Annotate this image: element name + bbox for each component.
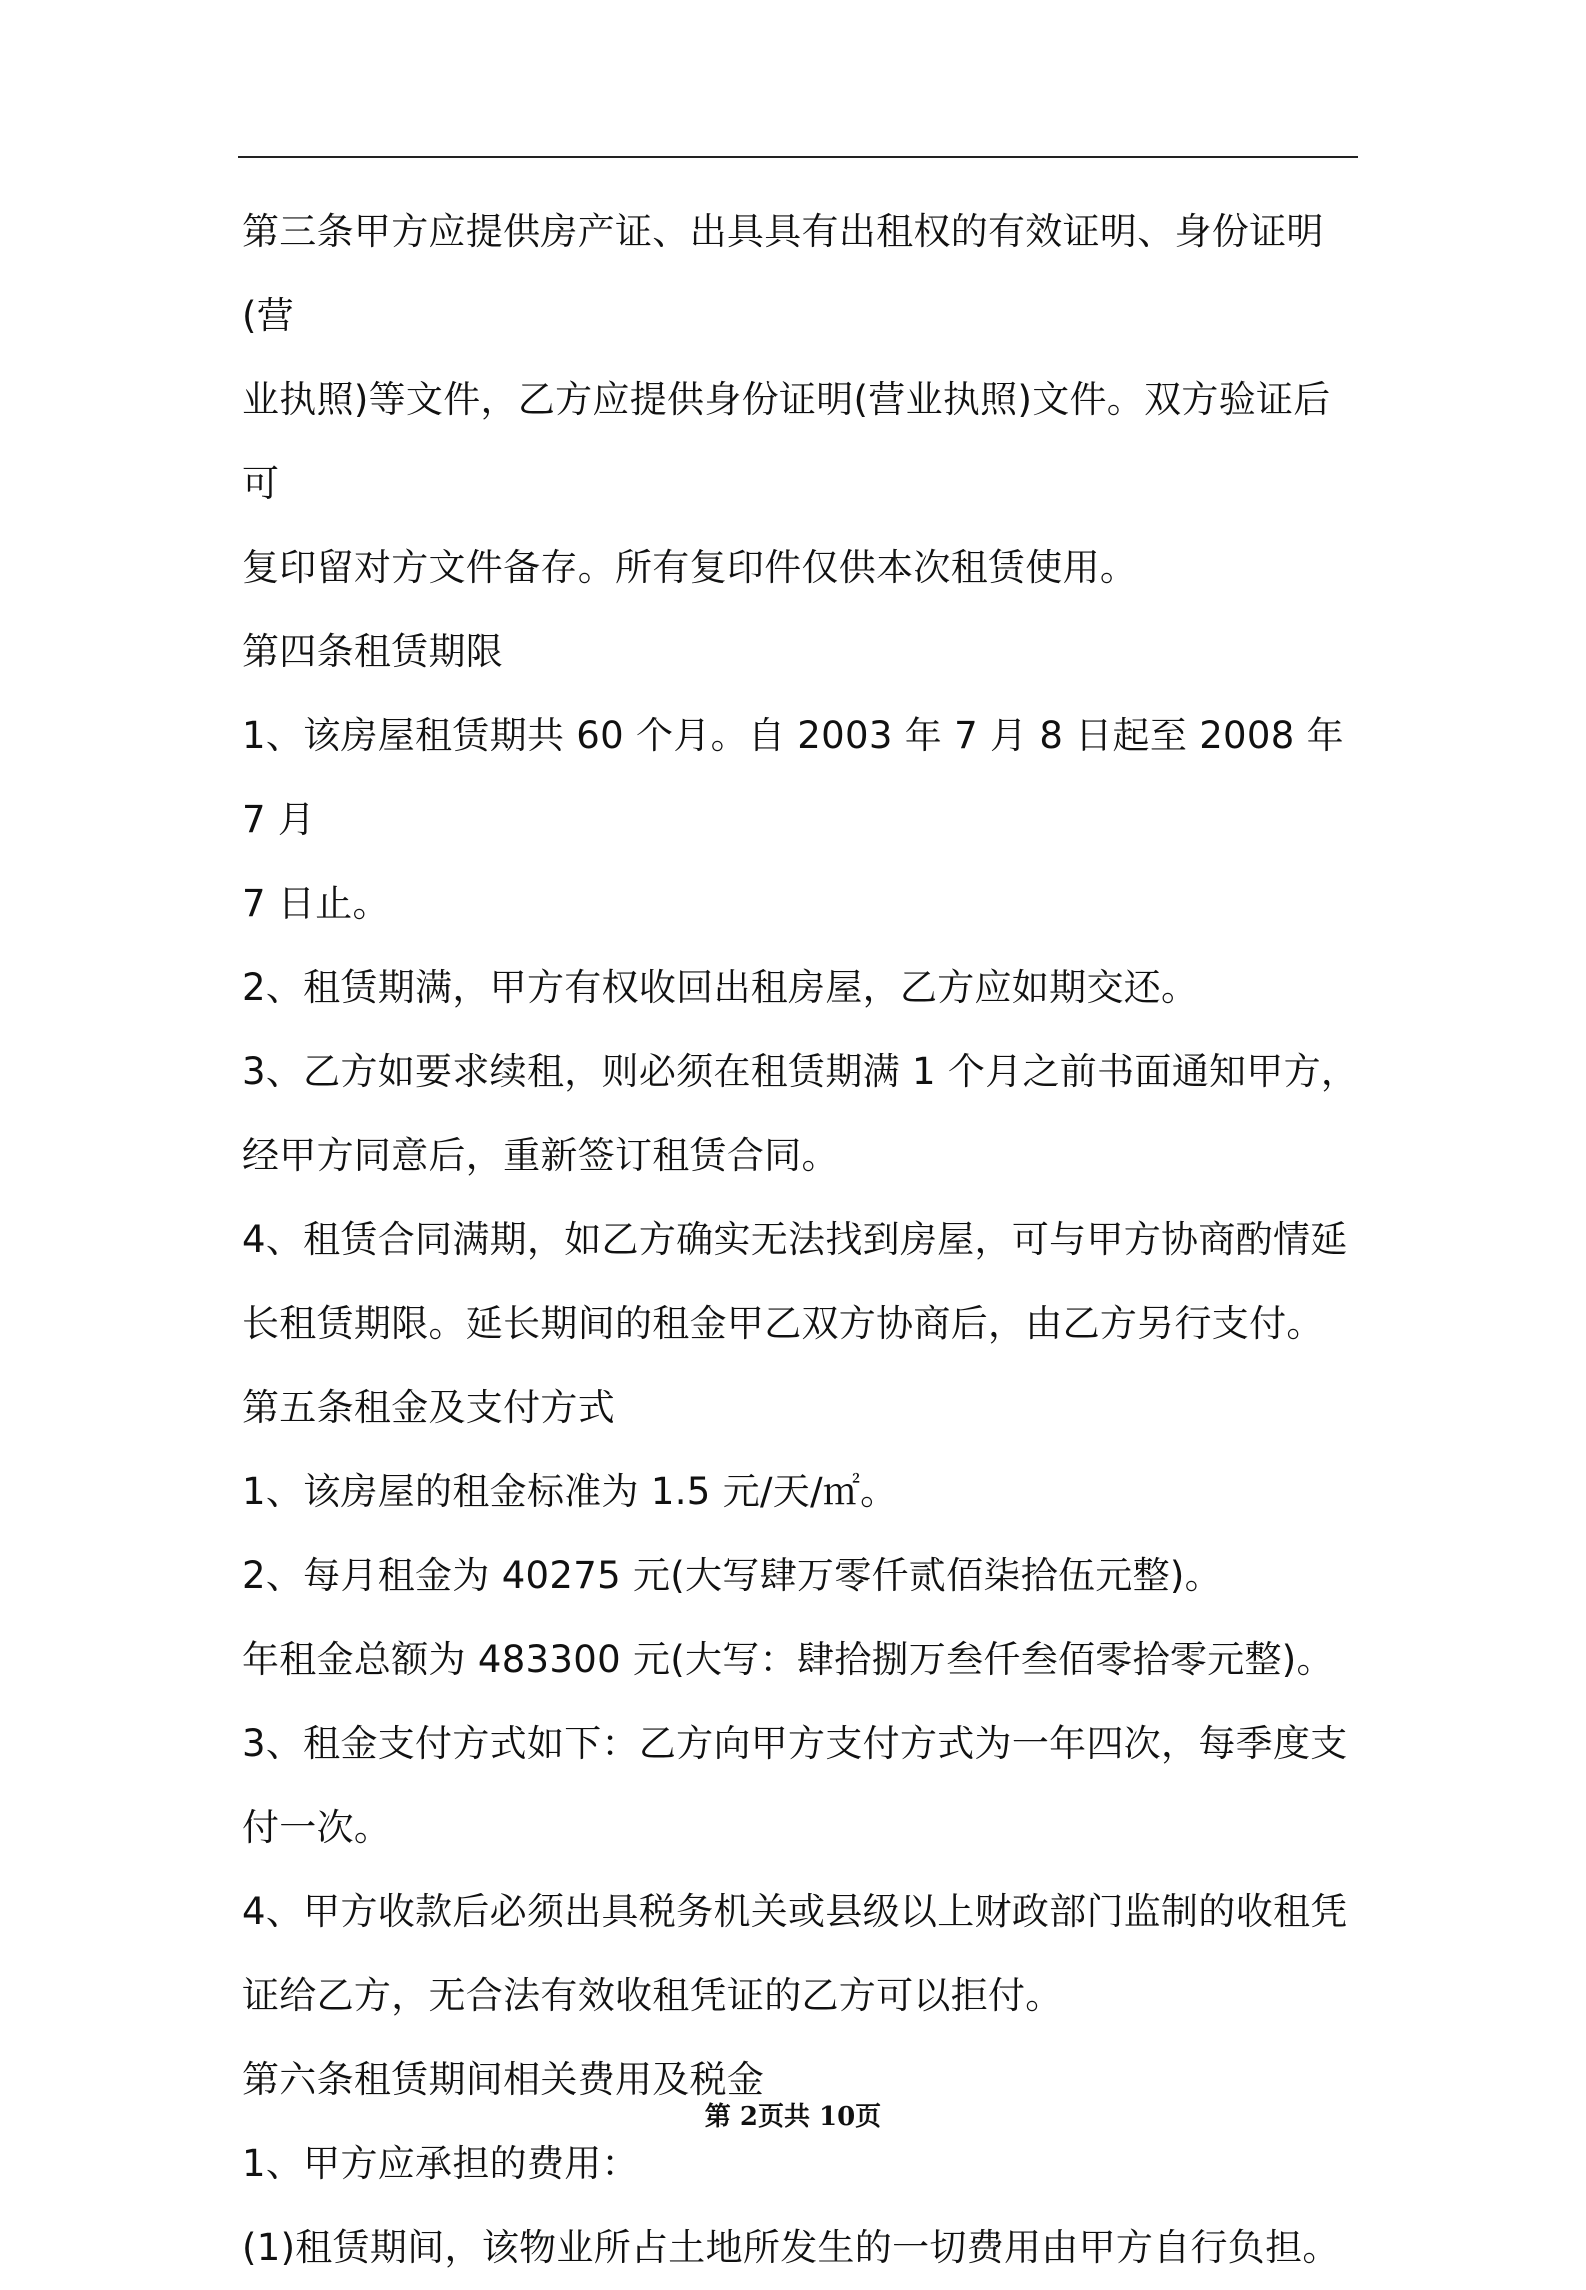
text-line: 3、租金支付方式如下：乙方向甲方支付方式为一年四次，每季度支 <box>242 1722 1348 1765</box>
text-line: 业执照)等文件，乙方应提供身份证明(营业执照)文件。双方验证后可 <box>242 378 1331 505</box>
text-line: 3、乙方如要求续租，则必须在租赁期满 1 个月之前书面通知甲方， <box>242 1050 1359 1093</box>
text-line: 1、该房屋的租金标准为 1.5 元/天/㎡。 <box>242 1470 898 1513</box>
text-line: 年租金总额为 483300 元(大写：肆拾捌万叁仟叁佰零拾零元整)。 <box>242 1638 1334 1681</box>
text-line: 复印留对方文件备存。所有复印件仅供本次租赁使用。 <box>242 546 1138 589</box>
header-rule <box>238 156 1358 158</box>
text-line: 经甲方同意后，重新签订租赁合同。 <box>242 1134 839 1177</box>
text-line: 4、甲方收款后必须出具税务机关或县级以上财政部门监制的收租凭 <box>242 1890 1348 1933</box>
section-heading: 第六条租赁期间相关费用及税金 <box>242 2058 765 2101</box>
page-footer: 第 2页共 10页 <box>704 2102 882 2132</box>
document-body <box>242 190 1362 2290</box>
text-line: 证给乙方，无合法有效收租凭证的乙方可以拒付。 <box>242 1974 1063 2017</box>
text-line: 4、租赁合同满期，如乙方确实无法找到房屋，可与甲方协商酌情延 <box>242 1218 1348 1261</box>
text-line: 7 日止。 <box>242 882 390 925</box>
section-heading: 第四条租赁期限 <box>242 630 504 673</box>
section-heading: 第五条租金及支付方式 <box>242 1386 615 1429</box>
text-line: 长租赁期限。延长期间的租金甲乙双方协商后，由乙方另行支付。 <box>242 1302 1324 1345</box>
text-line: 第三条甲方应提供房产证、出具具有出租权的有效证明、身份证明(营 <box>242 210 1324 337</box>
text-line: 2、租赁期满，甲方有权收回出租房屋，乙方应如期交还。 <box>242 966 1199 1009</box>
text-line: 付一次。 <box>242 1806 392 1849</box>
text-line: 2、每月租金为 40275 元(大写肆万零仟贰佰柒拾伍元整)。 <box>242 1554 1222 1597</box>
text-line: (1)租赁期间，该物业所占土地所发生的一切费用由甲方自行负担。 <box>242 2226 1340 2269</box>
text-line: 1、甲方应承担的费用： <box>242 2142 639 2185</box>
text-line: 1、该房屋租赁期共 60 个月。自 2003 年 7 月 8 日起至 2008 年 7 月 <box>242 714 1357 841</box>
